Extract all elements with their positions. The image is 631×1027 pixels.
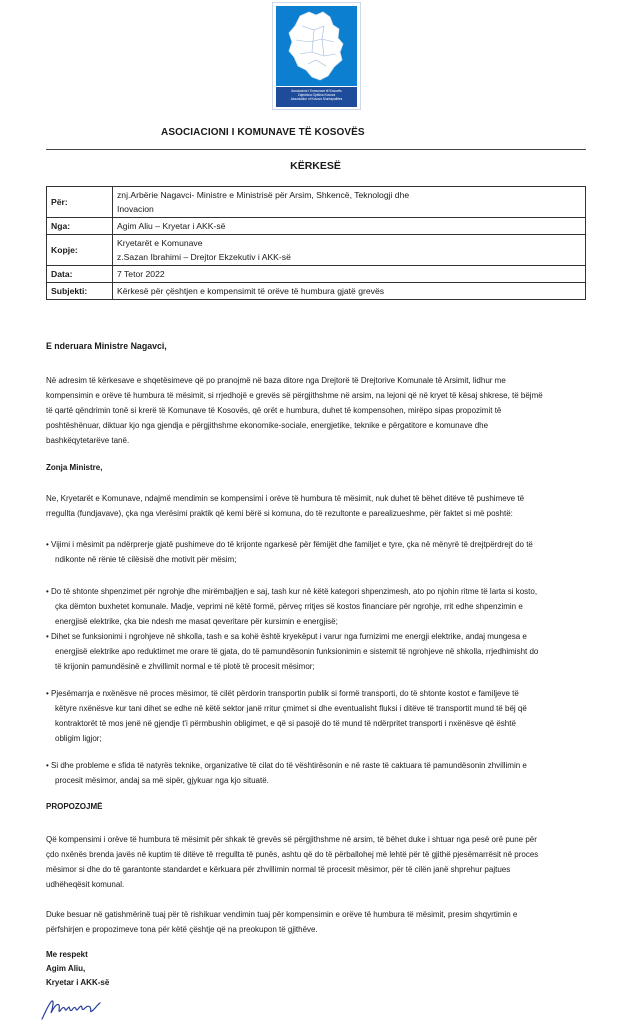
position-paragraph xyxy=(46,491,586,521)
paragraph-line: energjisë elektrike, çka bie ndesh me masat qeveritare për kursimin e energjisë; xyxy=(55,617,338,626)
proposal-paragraph xyxy=(46,832,586,892)
paragraph-line: çdo nxënës brenda javës në kuptim të ditëve të rregullta të punës, ashtu që do të përballohej më lehtë për të gjithë pjesëmarrësit në proces xyxy=(46,850,539,859)
paragraph-line: ndikonte në rënie të cilësisë dhe motivit për mësim; xyxy=(55,555,237,564)
signoff-name: Agim Aliu, xyxy=(46,964,86,973)
paragraph-line: energjisë elektrike apo reduktimet me orare të gjata, do të pamundësonin funksionimin e sistemit të ngrohjeve në shkolla, rrjedhimisht do xyxy=(55,647,539,656)
salutation: E nderuara Ministre Nagavci, xyxy=(46,341,167,351)
paragraph-line: të qartë qëndrimin tonë si krerë të Komunave të Kosovës, që orët e humbura, duhet të kompensohen, mirëpo sipas propozimit të xyxy=(46,406,502,415)
kosovo-map-icon xyxy=(276,6,357,86)
paragraph-line: poshtëshënuar, diktuar kjo nga gjendja e përgjithshme ekonomike-sociale, energjetike, teknike e përgatitore e komunave dhe xyxy=(46,421,489,430)
addressee: Zonja Ministre, xyxy=(46,463,103,472)
signoff-regards: Me respekt xyxy=(46,950,88,959)
value-line: Inovacion xyxy=(117,204,154,214)
paragraph-line: udhëheqësit komunal. xyxy=(46,880,125,889)
row-value-sender xyxy=(113,218,586,235)
paragraph-line: • Do të shtonte shpenzimet për ngrohje dhe mirëmbajtjen e saj, tash kur në këtë kategori shpenzimesh, ato po njohin ritme të larta si kosto, xyxy=(46,587,538,596)
paragraph-line: • Dihet se funksionimi i ngrohjeve në shkolla, tash e sa kohë është kryekëput i varur nga furnizimi me energji elektrike, andaj mungesa e xyxy=(46,632,527,641)
paragraph-line: përfshirjen e propozimeve tona për këtë çështje që na preokupon të gjithëve. xyxy=(46,925,318,934)
logo-caption-line: Asociacioni i Komunave të Kosovës xyxy=(291,89,342,93)
table-row xyxy=(47,218,586,235)
intro-paragraph xyxy=(46,373,586,448)
proposal-heading: PROPOZOJMË xyxy=(46,802,103,811)
paragraph-line: • Vijimi i mësimit pa ndërprerje gjatë pushimeve do të krijonte ngarkesë për fëmijët dhe familjet e tyre, çka në mënyrë të drejtpërdrejt do të xyxy=(46,540,533,549)
bullet-student-burden xyxy=(46,537,586,567)
row-value-recipient xyxy=(113,187,586,218)
bullet-technical-challenges xyxy=(46,758,586,788)
value-line: 7 Tetor 2022 xyxy=(117,269,165,279)
value-line: Kërkesë për çështjen e kompensimit të orëve të humbura gjatë grevës xyxy=(117,286,385,296)
value-line: Kryetarët e Komunave xyxy=(117,238,203,248)
signoff-position: Kryetar i AKK-së xyxy=(46,978,110,987)
paragraph-line: • Pjesëmarrja e nxënësve në proces mësimor, të cilët përdorin transportin publik si formë transporti, do të shtonte kostot e familjeve të xyxy=(46,689,519,698)
table-row xyxy=(47,266,586,283)
signature-icon xyxy=(40,997,102,1022)
request-info-table xyxy=(46,186,586,300)
association-logo xyxy=(272,2,361,110)
paragraph-line: • Si dhe probleme e sfida të natyrës teknike, organizative të cilat do të vështirësonin e në raste të caktuara të pamundësonin zhvillimin e xyxy=(46,761,527,770)
document-title: KËRKESË xyxy=(290,160,341,172)
row-key-copy: Kopje: xyxy=(47,235,113,266)
paragraph-line: Duke besuar në gatishmërinë tuaj për të rishikuar vendimin tuaj për kompensimin e orëve të humbura të mësimit, presim shqyrtimin e xyxy=(46,910,518,919)
row-value-date xyxy=(113,266,586,283)
header-divider xyxy=(46,149,586,150)
kosovo-map-emblem xyxy=(276,6,357,86)
logo-caption-line: Association of Kosovo Municipalities xyxy=(290,97,343,101)
row-key-recipient: Për: xyxy=(47,187,113,218)
row-value-copy xyxy=(113,235,586,266)
row-key-subject: Subjekti: xyxy=(47,283,113,300)
bullet-transport xyxy=(46,686,586,746)
table-row xyxy=(47,187,586,218)
paragraph-line: kontraktorët të mos jenë në gjendje t'i përmbushin obligimet, e që si pasojë do të mund të ndërpritet transporti i nxënësve që është xyxy=(55,719,516,728)
organization-name: ASOCIACIONI I KOMUNAVE TË KOSOVËS xyxy=(161,127,365,138)
paragraph-line: kompensimin e orëve të humbura të mësimit, si rrjedhojë e grevës së përgjithshme në arsim, na lejoni që në kryet të kësaj shkrese, të bëjmë xyxy=(46,391,543,400)
paragraph-line: çka dëmton buxhetet komunale. Madje, veprimi në këtë formë, përveç rritjes së kostos financiare për ngrohje, rrit edhe shpenzimin e xyxy=(55,602,523,611)
row-key-date: Data: xyxy=(47,266,113,283)
paragraph-line: Në adresim të kërkesave e shqetësimeve që po pranojmë në baza ditore nga Drejtorë të Drejtorive Komunale të Arsimit, lidhur me xyxy=(46,376,506,385)
value-line: znj.Arbërie Nagavci- Ministre e Ministrisë për Arsim, Shkencë, Teknologji dhe xyxy=(117,190,410,200)
paragraph-line: këtyre nxënësve kur tani dihet se edhe në këtë sektor janë rritur çmimet si dhe eventualisht fluksi i ditëve të transportit mund të bëj që xyxy=(55,704,527,713)
paragraph-line: rregullta (fundjavave), çka nga vlerësimi praktik që kemi bërë si komuna, do të rezultonte e parealizueshme, për faktet si më poshtë: xyxy=(46,509,513,518)
table-row xyxy=(47,235,586,266)
closing-paragraph xyxy=(46,907,586,937)
row-value-subject xyxy=(113,283,586,300)
signoff-block xyxy=(46,948,586,990)
paragraph-line: mësimor si dhe do të garantonte standardet e kërkuara për zhvillimin normal të procesit mësimor, për të cilën janë shprehur pajtues xyxy=(46,865,511,874)
value-line: z.Sazan Ibrahimi – Drejtor Ekzekutiv i AKK-së xyxy=(117,252,291,262)
paragraph-line: Ne, Kryetarët e Komunave, ndajmë mendimin se kompensimi i orëve të humbura të mësimit, nuk duhet të bëhet ditëve të pushimeve të xyxy=(46,494,525,503)
paragraph-line: Që kompensimi i orëve të humbura të mësimit për shkak të grevës së përgjithshme në arsim, të bëhet duke i shtuar nga pesë orë pune për xyxy=(46,835,537,844)
row-key-sender: Nga: xyxy=(47,218,113,235)
logo-caption-line: Zajednica Opština Kosova xyxy=(297,93,336,97)
paragraph-line: procesit mësimor, andaj sa më sipër, gjykuar nga kjo situatë. xyxy=(55,776,269,785)
table-row xyxy=(47,283,586,300)
paragraph-line: obligim ligjor; xyxy=(55,734,102,743)
handwritten-signature xyxy=(40,997,102,1022)
bullet-heating-costs xyxy=(46,584,586,674)
paragraph-line: të krijonin pamundësinë e zhvillimit normal e të plotë të procesit mësimor; xyxy=(55,662,315,671)
value-line: Agim Aliu – Kryetar i AKK-së xyxy=(117,221,226,231)
paragraph-line: bashkëqytetarëve tanë. xyxy=(46,436,130,445)
logo-caption xyxy=(276,87,357,107)
